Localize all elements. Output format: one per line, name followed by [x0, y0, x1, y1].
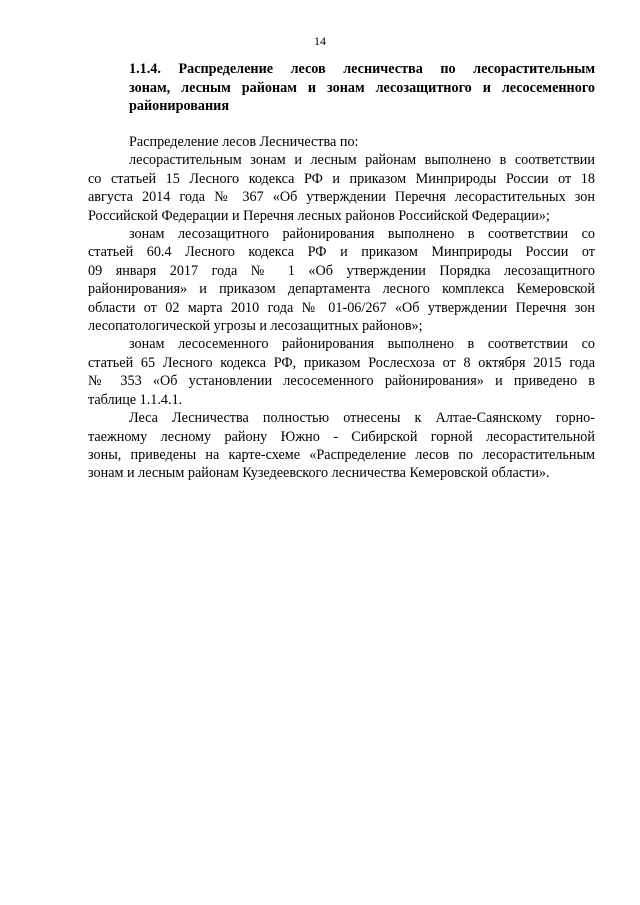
- paragraph-protection-zones-line: районирования» и приказом департамента лесного комплекса Кемеровской: [88, 281, 595, 298]
- paragraph-protection-zones-line: статьей 60.4 Лесного кодекса РФ и приказом Минприроды России от: [88, 244, 595, 261]
- paragraph-seed-zones-line: зонам лесосеменного районирования выполнено в соответствии со: [129, 336, 595, 353]
- paragraph-protection-zones-line: области от 02 марта 2010 года № 01-06/267 «Об утверждении Перечня зон: [88, 299, 595, 316]
- paragraph-protection-zones-line: 09 января 2017 года № 1 «Об утверждении Порядка лесозащитного: [88, 262, 595, 279]
- paragraph-forest-zones-line: лесорастительным зонам и лесным районам выполнено в соответствии: [129, 152, 595, 169]
- page-number: 14: [314, 34, 326, 48]
- body-text: [88, 133, 595, 483]
- paragraph-forest-zones-line: со статьей 15 Лесного кодекса РФ и приказом Минприроды России от 18: [88, 170, 595, 187]
- heading-line: зонам, лесным районам и зонам лесозащитного и лесосеменного: [129, 79, 595, 96]
- paragraph-forest-assignment-line: зонам и лесным районам Кузедеевского лесничества Кемеровской области».: [88, 465, 550, 482]
- section-heading: [129, 60, 595, 116]
- heading-line: районирования: [129, 98, 230, 114]
- paragraph-forest-zones-line: августа 2014 года № 367 «Об утверждении Перечня лесорастительных зон: [88, 189, 595, 206]
- paragraph-seed-zones-line: № 353 «Об установлении лесосеменного районирования» и приведено в: [88, 373, 595, 390]
- paragraph-protection-zones-line: зонам лесозащитного районирования выполнено в соответствии со: [129, 226, 595, 243]
- paragraph-forest-assignment-line: Леса Лесничества полностью отнесены к Алтае-Саянскому горно-: [129, 410, 595, 427]
- paragraph-seed-zones-line: статьей 65 Лесного кодекса РФ, приказом Рослесхоза от 8 октября 2015 года: [88, 354, 595, 371]
- paragraph-forest-assignment-line: таежному лесному району Южно - Сибирской горной лесорастительной: [88, 428, 595, 445]
- paragraph-forest-zones-line: Российской Федерации и Перечня лесных районов Российской Федерации»;: [88, 207, 550, 224]
- heading-line: 1.1.4. Распределение лесов лесничества по лесорастительным: [129, 61, 595, 77]
- paragraph-protection-zones-line: лесопатологической угрозы и лесозащитных районов»;: [88, 318, 423, 335]
- paragraph-seed-zones-line: таблице 1.1.4.1.: [88, 391, 183, 408]
- paragraph-forest-assignment-line: зоны, приведены на карте-схеме «Распределение лесов по лесорастительным: [88, 446, 595, 463]
- paragraph-intro-line: Распределение лесов Лесничества по:: [129, 134, 359, 150]
